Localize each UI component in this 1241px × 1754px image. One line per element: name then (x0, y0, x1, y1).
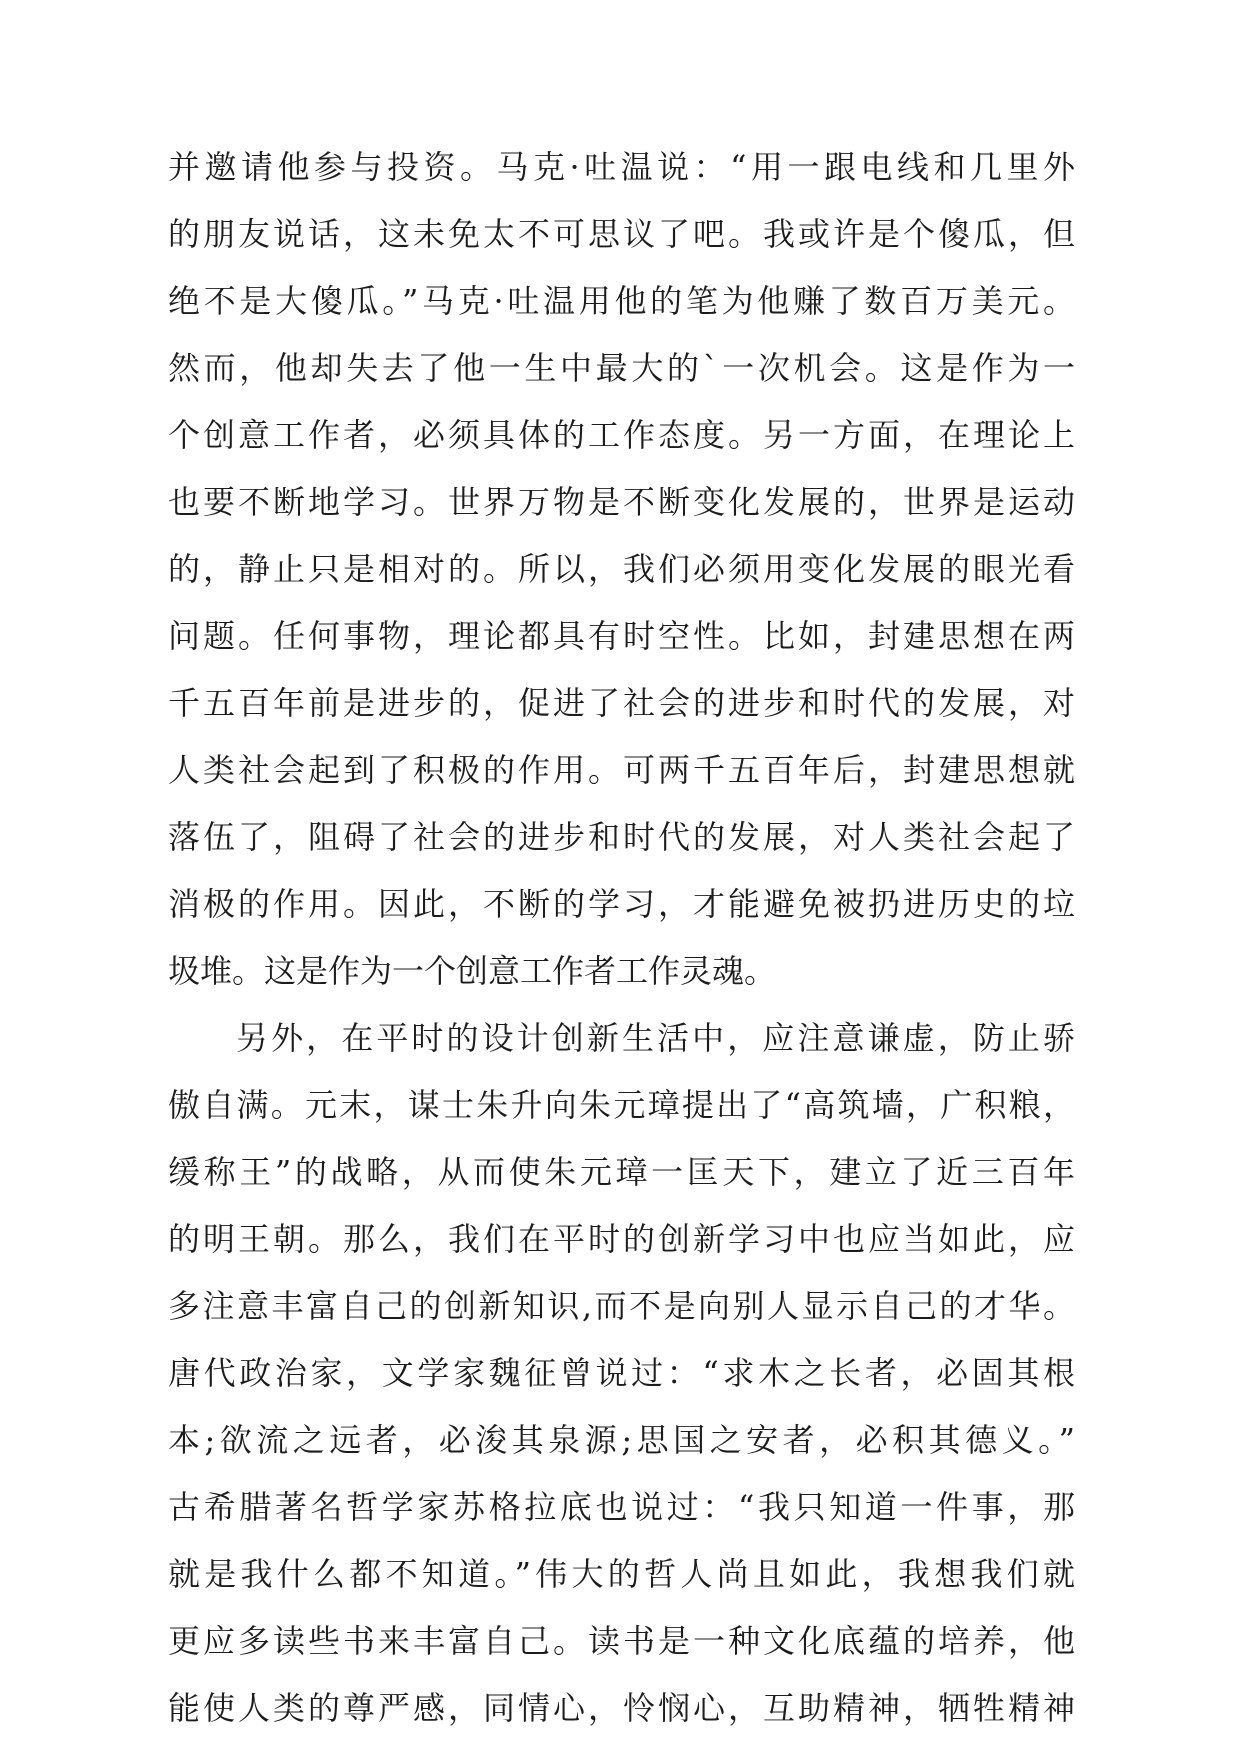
text-line: 多注意丰富自己的创新知识,而不是向别人显示自己的才华。 (168, 1287, 1075, 1325)
text-line: 就是我什么都不知道。”伟大的哲人尚且如此，我想我们就 (168, 1555, 1075, 1593)
text-line: 人类社会起到了积极的作用。可两千五百年后，封建思想就 (168, 751, 1075, 789)
paragraph (168, 134, 1075, 1005)
text-line: 另外，在平时的设计创新生活中，应注意谦虚，防止骄 (236, 1019, 1075, 1057)
body-text (168, 134, 1075, 1742)
text-line: 并邀请他参与投资。马克·吐温说：“用一跟电线和几里外 (168, 148, 1075, 186)
paragraph (168, 1005, 1075, 1742)
text-line: 圾堆。这是作为一个创意工作者工作灵魂。 (168, 952, 777, 990)
text-line: 本;欲流之远者，必浚其泉源;思国之安者，必积其德义。” (168, 1421, 1075, 1459)
text-line: 能使人类的尊严感，同情心，怜悯心，互助精神，牺牲精神 (168, 1689, 1075, 1727)
text-line: 缓称王”的战略，从而使朱元璋一匡天下，建立了近三百年 (168, 1153, 1075, 1191)
text-line: 唐代政治家，文学家魏征曾说过：“求木之长者，必固其根 (168, 1354, 1075, 1392)
text-line: 傲自满。元末，谋士朱升向朱元璋提出了“高筑墙，广积粮， (168, 1086, 1075, 1124)
text-line: 也要不断地学习。世界万物是不断变化发展的，世界是运动 (168, 483, 1075, 521)
text-line: 的明王朝。那么，我们在平时的创新学习中也应当如此，应 (168, 1220, 1075, 1258)
text-line: 落伍了，阻碍了社会的进步和时代的发展，对人类社会起了 (168, 818, 1075, 856)
text-line: 消极的作用。因此，不断的学习，才能避免被扔进历史的垃 (168, 885, 1075, 923)
text-line: 的，静止只是相对的。所以，我们必须用变化发展的眼光看 (168, 550, 1075, 588)
text-line: 千五百年前是进步的，促进了社会的进步和时代的发展，对 (168, 684, 1075, 722)
text-line: 然而，他却失去了他一生中最大的`一次机会。这是作为一 (168, 349, 1075, 387)
text-line: 的朋友说话，这未免太不可思议了吧。我或许是个傻瓜，但 (168, 215, 1075, 253)
text-line: 古希腊著名哲学家苏格拉底也说过：“我只知道一件事，那 (168, 1488, 1075, 1526)
text-line: 绝不是大傻瓜。”马克·吐温用他的笔为他赚了数百万美元。 (168, 282, 1075, 320)
text-line: 个创意工作者，必须具体的工作态度。另一方面，在理论上 (168, 416, 1075, 454)
text-line: 更应多读些书来丰富自己。读书是一种文化底蕴的培养，他 (168, 1622, 1075, 1660)
text-line: 问题。任何事物，理论都具有时空性。比如，封建思想在两 (168, 617, 1075, 655)
